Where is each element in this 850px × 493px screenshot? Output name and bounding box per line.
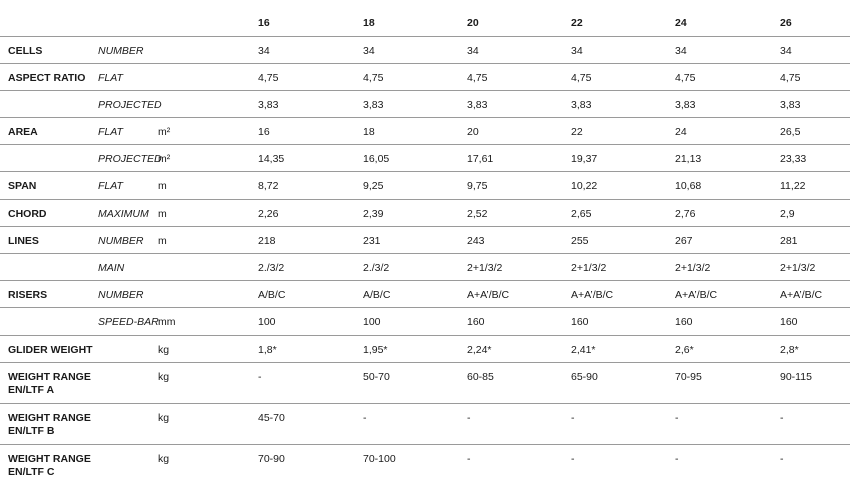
row-unit: m² bbox=[158, 126, 171, 138]
value-cell: 22 bbox=[571, 126, 583, 138]
value-cell: A/B/C bbox=[258, 289, 286, 301]
value-cell: 10,68 bbox=[675, 180, 702, 192]
row-sublabel: FLAT bbox=[98, 126, 123, 138]
value-cell: 3,83 bbox=[363, 99, 384, 111]
value-cell: 243 bbox=[467, 235, 485, 247]
row-label: CHORD bbox=[8, 208, 47, 220]
row-label: RISERS bbox=[8, 289, 48, 301]
value-cell: 160 bbox=[571, 316, 589, 328]
table-row bbox=[0, 363, 850, 404]
value-cell: 3,83 bbox=[258, 99, 279, 111]
value-cell: - bbox=[675, 412, 679, 424]
value-cell: 14,35 bbox=[258, 153, 285, 165]
row-sublabel: SPEED-BAR bbox=[98, 316, 159, 328]
row-label: CELLS bbox=[8, 45, 43, 57]
value-cell: 4,75 bbox=[258, 72, 279, 84]
value-cell: - bbox=[780, 453, 784, 465]
row-unit: kg bbox=[158, 371, 170, 383]
value-cell: 2,39 bbox=[363, 208, 384, 220]
value-cell: 10,22 bbox=[571, 180, 598, 192]
value-cell: 2,65 bbox=[571, 208, 592, 220]
table-row bbox=[0, 308, 850, 336]
row-sublabel: MAXIMUM bbox=[98, 208, 149, 220]
row-sublabel: PROJECTED bbox=[98, 99, 162, 111]
value-cell: 2+1/3/2 bbox=[780, 262, 816, 274]
row-unit: kg bbox=[158, 344, 170, 356]
row-unit: kg bbox=[158, 412, 170, 424]
value-cell: 50-70 bbox=[363, 371, 390, 383]
row-label: WEIGHT RANGE EN/LTF B bbox=[8, 412, 91, 437]
value-cell: A+A’/B/C bbox=[780, 289, 823, 301]
value-cell: 160 bbox=[675, 316, 693, 328]
value-cell: 24 bbox=[675, 126, 687, 138]
table-row bbox=[0, 227, 850, 254]
value-cell: 3,83 bbox=[571, 99, 592, 111]
value-cell: 2./3/2 bbox=[258, 262, 285, 274]
value-cell: - bbox=[675, 453, 679, 465]
value-cell: 11,22 bbox=[780, 180, 806, 192]
value-cell: 2./3/2 bbox=[363, 262, 390, 274]
table-row bbox=[0, 172, 850, 200]
value-cell: 18 bbox=[363, 126, 375, 138]
row-unit: mm bbox=[158, 316, 176, 328]
value-cell: 34 bbox=[571, 45, 583, 57]
value-cell: 9,25 bbox=[363, 180, 384, 192]
row-unit: m bbox=[158, 180, 167, 192]
value-cell: 218 bbox=[258, 235, 276, 247]
row-unit: kg bbox=[158, 453, 170, 465]
table-row bbox=[0, 91, 850, 118]
value-cell: 4,75 bbox=[780, 72, 801, 84]
size-header: 16 bbox=[258, 17, 270, 29]
row-unit: m² bbox=[158, 153, 171, 165]
value-cell: 4,75 bbox=[571, 72, 592, 84]
row-label: WEIGHT RANGE EN/LTF A bbox=[8, 371, 91, 396]
value-cell: 160 bbox=[780, 316, 798, 328]
value-cell: 2,8* bbox=[780, 344, 799, 356]
value-cell: A+A’/B/C bbox=[675, 289, 718, 301]
value-cell: 2,52 bbox=[467, 208, 488, 220]
value-cell: 17,61 bbox=[467, 153, 494, 165]
value-cell: 9,75 bbox=[467, 180, 488, 192]
size-header: 26 bbox=[780, 17, 792, 29]
value-cell: 34 bbox=[467, 45, 479, 57]
value-cell: - bbox=[571, 412, 575, 424]
table-row bbox=[0, 445, 850, 493]
value-cell: - bbox=[571, 453, 575, 465]
header-row bbox=[0, 0, 850, 37]
size-header: 24 bbox=[675, 17, 687, 29]
row-sublabel: NUMBER bbox=[98, 45, 144, 57]
table-row bbox=[0, 37, 850, 64]
value-cell: 2+1/3/2 bbox=[467, 262, 503, 274]
size-header: 20 bbox=[467, 17, 479, 29]
value-cell: 21,13 bbox=[675, 153, 702, 165]
value-cell: 8,72 bbox=[258, 180, 279, 192]
value-cell: 1,8* bbox=[258, 344, 277, 356]
value-cell: 23,33 bbox=[780, 153, 807, 165]
value-cell: - bbox=[467, 453, 471, 465]
value-cell: 65-90 bbox=[571, 371, 598, 383]
value-cell: 34 bbox=[780, 45, 792, 57]
value-cell: 19,37 bbox=[571, 153, 598, 165]
value-cell: 4,75 bbox=[467, 72, 488, 84]
table-row bbox=[0, 118, 850, 145]
row-label: GLIDER WEIGHT bbox=[8, 344, 93, 356]
row-label: ASPECT RATIO bbox=[8, 72, 86, 84]
value-cell: 2,24* bbox=[467, 344, 492, 356]
value-cell: 34 bbox=[675, 45, 687, 57]
table-row bbox=[0, 254, 850, 281]
value-cell: 20 bbox=[467, 126, 479, 138]
value-cell: - bbox=[467, 412, 471, 424]
value-cell: - bbox=[780, 412, 784, 424]
value-cell: 2+1/3/2 bbox=[675, 262, 711, 274]
value-cell: 100 bbox=[258, 316, 276, 328]
value-cell: 231 bbox=[363, 235, 381, 247]
table-row bbox=[0, 145, 850, 172]
value-cell: 2,41* bbox=[571, 344, 596, 356]
value-cell: - bbox=[258, 371, 262, 383]
value-cell: 34 bbox=[363, 45, 375, 57]
value-cell: 2,26 bbox=[258, 208, 279, 220]
value-cell: 1,95* bbox=[363, 344, 388, 356]
row-sublabel: MAIN bbox=[98, 262, 125, 274]
row-sublabel: FLAT bbox=[98, 180, 123, 192]
size-header: 18 bbox=[363, 17, 375, 29]
row-label: SPAN bbox=[8, 180, 37, 192]
table-row bbox=[0, 281, 850, 308]
row-label: LINES bbox=[8, 235, 39, 247]
table-row bbox=[0, 200, 850, 227]
row-label: AREA bbox=[8, 126, 38, 138]
value-cell: 90-115 bbox=[780, 371, 812, 383]
value-cell: 2,76 bbox=[675, 208, 696, 220]
row-sublabel: FLAT bbox=[98, 72, 123, 84]
value-cell: A/B/C bbox=[363, 289, 391, 301]
value-cell: 255 bbox=[571, 235, 589, 247]
value-cell: 2,6* bbox=[675, 344, 694, 356]
value-cell: 70-90 bbox=[258, 453, 285, 465]
value-cell: 3,83 bbox=[467, 99, 488, 111]
value-cell: 3,83 bbox=[675, 99, 696, 111]
value-cell: 60-85 bbox=[467, 371, 494, 383]
value-cell: 160 bbox=[467, 316, 485, 328]
row-sublabel: PROJECTED bbox=[98, 153, 162, 165]
value-cell: 26,5 bbox=[780, 126, 801, 138]
value-cell: A+A’/B/C bbox=[467, 289, 510, 301]
value-cell: 45-70 bbox=[258, 412, 285, 424]
table-row bbox=[0, 336, 850, 363]
value-cell: 70-95 bbox=[675, 371, 702, 383]
value-cell: A+A’/B/C bbox=[571, 289, 614, 301]
row-sublabel: NUMBER bbox=[98, 235, 144, 247]
value-cell: 16 bbox=[258, 126, 270, 138]
row-unit: m bbox=[158, 208, 167, 220]
value-cell: 4,75 bbox=[363, 72, 384, 84]
value-cell: - bbox=[363, 412, 367, 424]
value-cell: 2+1/3/2 bbox=[571, 262, 607, 274]
value-cell: 4,75 bbox=[675, 72, 696, 84]
value-cell: 16,05 bbox=[363, 153, 390, 165]
value-cell: 34 bbox=[258, 45, 270, 57]
table-row bbox=[0, 404, 850, 445]
row-sublabel: NUMBER bbox=[98, 289, 144, 301]
value-cell: 100 bbox=[363, 316, 381, 328]
value-cell: 281 bbox=[780, 235, 798, 247]
value-cell: 70-100 bbox=[363, 453, 396, 465]
row-label: WEIGHT RANGE EN/LTF C bbox=[8, 453, 91, 478]
value-cell: 2,9 bbox=[780, 208, 795, 220]
value-cell: 3,83 bbox=[780, 99, 801, 111]
size-header: 22 bbox=[571, 17, 583, 29]
row-unit: m bbox=[158, 235, 167, 247]
value-cell: 267 bbox=[675, 235, 693, 247]
table-row bbox=[0, 64, 850, 91]
